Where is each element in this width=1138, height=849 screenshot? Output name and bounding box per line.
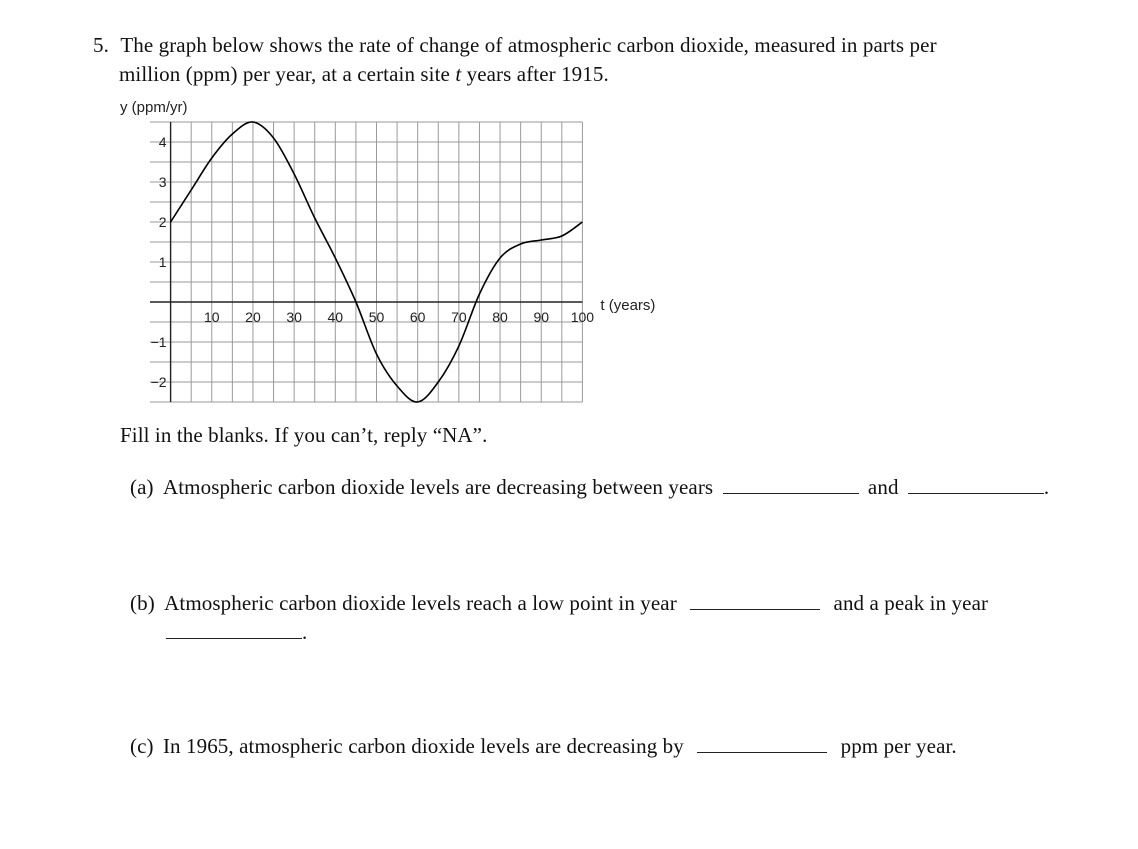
x-tick-label: 80 — [492, 309, 508, 325]
x-tick-label: 20 — [245, 309, 261, 325]
part-a-text: Atmospheric carbon dioxide levels are decreasing between years — [162, 475, 714, 499]
question-variable-t: t — [455, 62, 462, 86]
question-number: 5. — [93, 33, 109, 57]
question-text-line-2-pre: million (ppm) per year, at a certain site — [119, 62, 456, 86]
question-text-line-2-post: years after 1915. — [461, 62, 609, 86]
y-tick-label: 4 — [158, 134, 167, 150]
question-line-2 — [119, 62, 609, 87]
x-tick-label: 100 — [570, 309, 595, 325]
x-tick-label: 60 — [409, 309, 426, 325]
y-tick-label: −1 — [150, 334, 167, 350]
part-a-end: . — [1043, 475, 1050, 499]
question-text-line-1: The graph below shows the rate of change of atmospheric carbon dioxide, measured in parts per — [120, 33, 937, 57]
answer-blank-a2[interactable] — [908, 475, 1044, 494]
x-axis-label: t (years) — [600, 297, 656, 314]
part-c-text: In 1965, atmospheric carbon dioxide levels are decreasing by — [162, 734, 684, 758]
part-b-joiner: and a peak in year — [833, 591, 989, 615]
x-tick-label: 70 — [451, 309, 467, 325]
x-tick-label: 30 — [286, 309, 302, 325]
part-a-label: (a) — [130, 475, 154, 499]
answer-blank-b2[interactable] — [166, 620, 302, 639]
y-tick-label: 2 — [158, 214, 167, 230]
answer-blank-a1[interactable] — [723, 475, 859, 494]
y-axis-label: y (ppm/yr) — [120, 99, 188, 116]
part-a — [130, 475, 1049, 500]
part-c-label: (c) — [130, 734, 154, 758]
answer-blank-b1[interactable] — [690, 591, 820, 610]
rate-of-change-graph — [100, 92, 700, 412]
part-c-end: ppm per year. — [840, 734, 957, 758]
answer-blank-c[interactable] — [697, 734, 827, 753]
part-b — [130, 591, 988, 616]
y-tick-label: 1 — [158, 254, 167, 270]
part-b-end: . — [302, 620, 308, 644]
part-b-continued — [166, 620, 307, 645]
y-tick-label: −2 — [150, 374, 167, 390]
y-tick-label: 3 — [158, 174, 167, 190]
x-tick-label: 40 — [327, 309, 344, 325]
x-tick-label: 10 — [203, 309, 220, 325]
x-tick-label: 90 — [533, 309, 550, 325]
question-line-1 — [93, 33, 937, 58]
part-b-text: Atmospheric carbon dioxide levels reach a low point in year — [164, 591, 677, 615]
part-a-joiner: and — [867, 475, 899, 499]
x-tick-label: 50 — [368, 309, 385, 325]
instructions: Fill in the blanks. If you can’t, reply “NA”. — [120, 423, 488, 447]
graph-grid — [150, 122, 582, 402]
part-b-label: (b) — [130, 591, 155, 615]
part-c — [130, 734, 957, 759]
